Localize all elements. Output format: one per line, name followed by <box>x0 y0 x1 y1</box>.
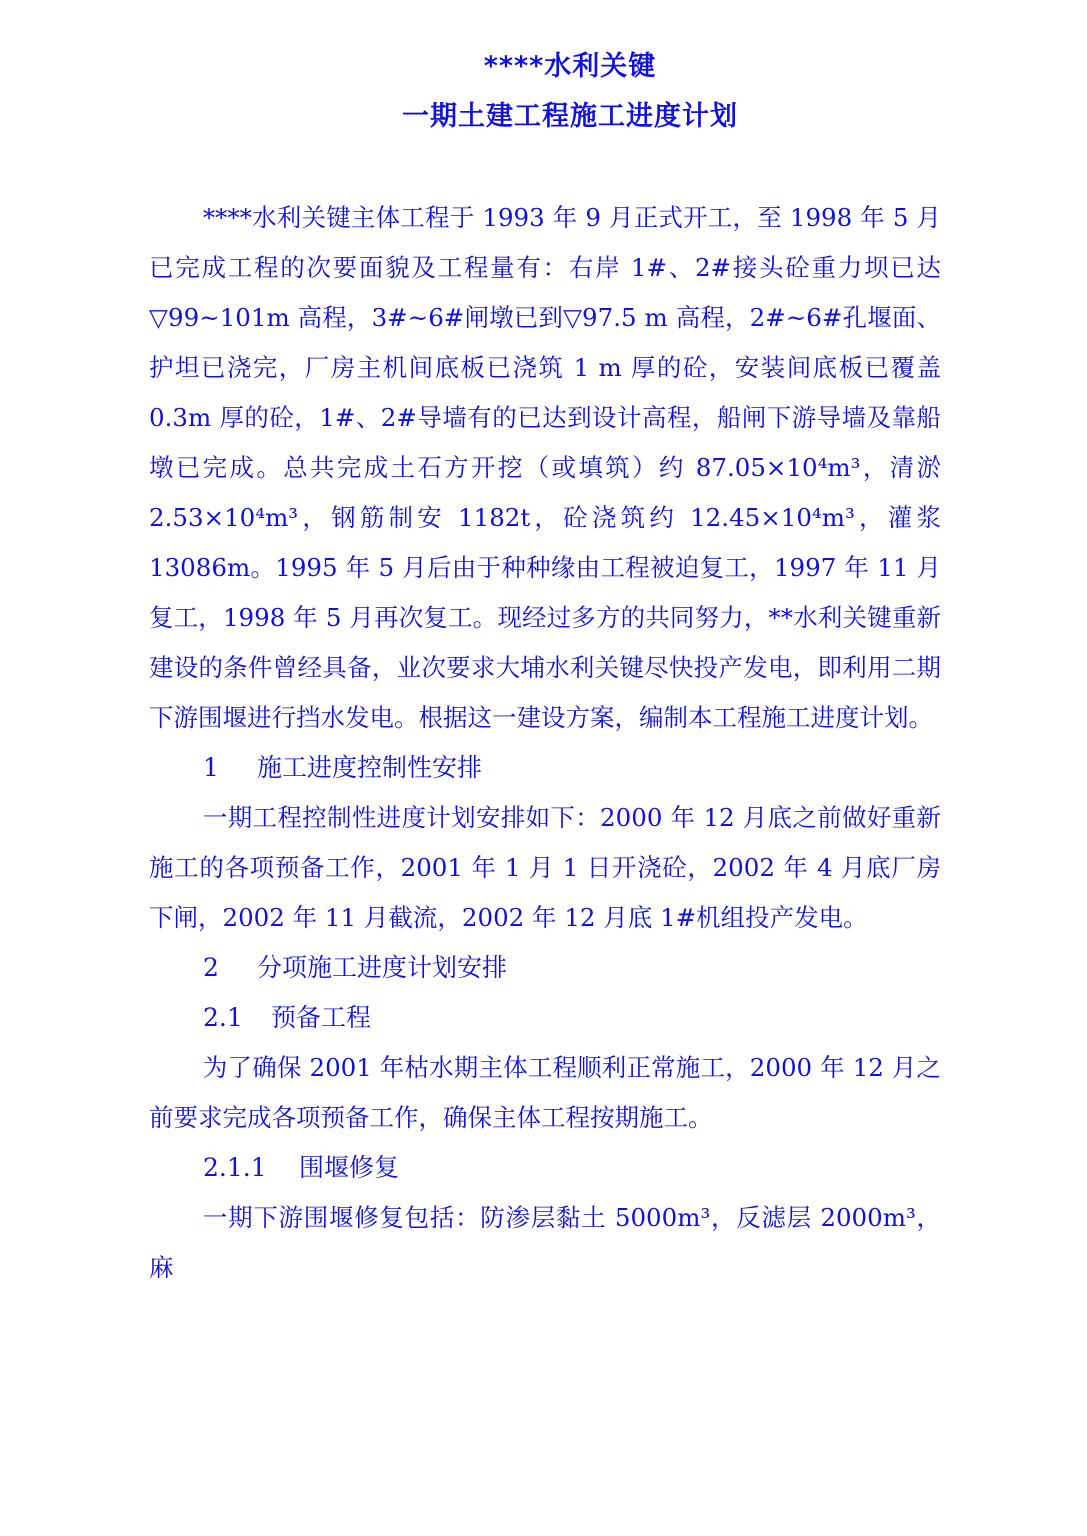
section-1-title: 施工进度控制性安排 <box>257 753 483 782</box>
document-body <box>149 193 941 1293</box>
section-2-1-number: 2.1 <box>203 1003 243 1032</box>
section-2-heading <box>149 943 941 993</box>
section-2-1-title: 预备工程 <box>271 1003 372 1032</box>
section-2-number: 2 <box>203 953 219 982</box>
section-2-1-1-paragraph: 一期下游围堰修复包括：防渗层黏土 5000m³，反滤层 2000m³，麻 <box>149 1203 941 1282</box>
section-1-heading <box>149 743 941 793</box>
section-1-number: 1 <box>203 753 219 782</box>
section-2-1-paragraph: 为了确保 2001 年枯水期主体工程顺利正常施工，2000 年 12 月之前要求完成各项预备工作，确保主体工程按期施工。 <box>149 1053 941 1132</box>
intro-paragraph: ****水利关键主体工程于 1993 年 9 月正式开工，至 1998 年 5 月已完成工程的次要面貌及工程量有：右岸 1#、2#接头砼重力坝已达▽99~101m 高程，3#~6#闸墩已到▽97.5 m 高程，2#~6#孔堰面、护坦已浇完，厂房主机间底板已浇筑 1 m 厚的砼，安装间底板已覆盖 0.3m 厚的砼，1#、2#导墙有的已达到设计高程，船闸下游导墙及靠船墩已完成。总共完成土石方开挖（或填筑）约 87.05×10⁴m³，清淤 2.53×10⁴m³，钢筋制安 1182t，砼浇筑约 12.45×10⁴m³，灌浆 13086m。1995 年 5 月后由于种种缘由工程被迫复工，1997 年 11 月复工，1998 年 5 月再次复工。现经过多方的共同努力，**水利关键重新建设的条件曾经具备，业次要求大埔水利关键尽快投产发电，即利用二期下游围堰进行挡水发电。根据这一建设方案，编制本工程施工进度计划。 <box>149 203 941 732</box>
section-2-title: 分项施工进度计划安排 <box>257 953 508 982</box>
document-title-line2: 一期土建工程施工进度计划 <box>402 101 738 132</box>
document-title-line1: ****水利关键 <box>483 51 657 82</box>
section-2-1-1-number: 2.1.1 <box>203 1153 267 1182</box>
section-2-1-1-title: 围堰修复 <box>299 1153 400 1182</box>
section-2-1-1-heading <box>149 1143 941 1193</box>
section-1-paragraph: 一期工程控制性进度计划安排如下：2000 年 12 月底之前做好重新施工的各项预备工作，2001 年 1 月 1 日开浇砼，2002 年 4 月底厂房下闸，2002 年 11 月截流，2002 年 12 月底 1#机组投产发电。 <box>149 803 941 932</box>
section-2-1-heading <box>149 993 941 1043</box>
